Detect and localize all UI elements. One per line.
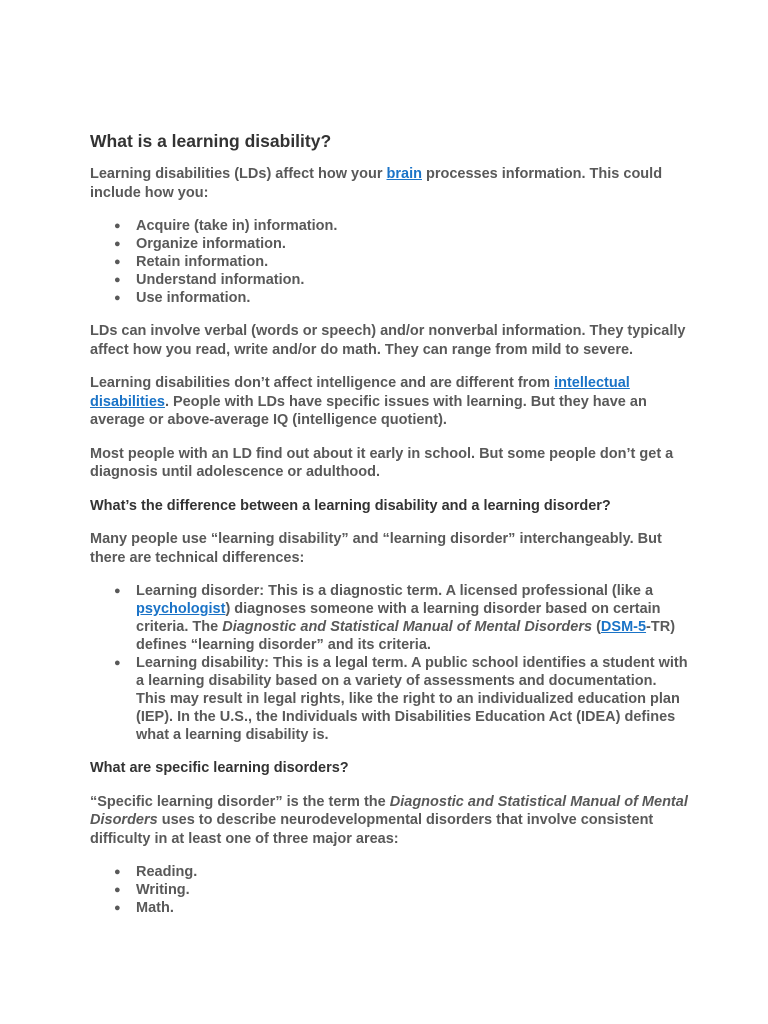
bullet-icon: ● [114,292,121,304]
interchange-paragraph: Many people use “learning disability” and “learning disorder” interchangeably. But there are technical differences: [90,531,662,566]
list-item-text: Retain information. [136,254,269,270]
bullet-icon: ● [114,866,121,878]
specific-disorders-heading: What are specific learning disorders? [90,760,349,776]
list-item [90,899,690,917]
list-item-text: Math. [136,900,174,916]
bullet-icon: ● [114,657,121,669]
intro-text-after: processes information. This could include how you: [90,166,663,201]
bullet-icon: ● [114,238,121,250]
bullet-icon: ● [114,884,121,896]
dsm5-link[interactable]: DSM-5 [600,619,647,635]
list-item-text: Organize information. [136,236,286,252]
intelligence-text-after: . People with LDs have specific issues with learning. But they have an average or above-average IQ (intelligence quotient). [90,393,647,428]
list-item [90,863,690,881]
intellectual-disabilities-link[interactable]: intellectual disabilities [90,375,630,410]
areas-list [90,863,690,917]
list-item [90,217,690,235]
list-item-text: Understand information. [136,272,305,288]
intelligence-paragraph [90,374,690,430]
bullet-icon: ● [114,274,121,286]
page-title: What is a learning disability? [90,131,332,151]
list-item-text: Use information. [136,290,251,306]
list-item-text: Acquire (take in) information. [136,218,338,234]
specific-text-before: “Specific learning disorder” is the term the [90,793,390,810]
intelligence-text-before: Learning disabilities don’t affect intelligence and are different from [90,375,555,391]
disability-text: Learning disability: This is a legal term. A public school identifies a student with a learning disability based on a variety of assessments and documentation. This may result in legal rights, like the right to an individualized education plan (IEP). In the U.S., the Individuals with Disabilities Education Act (IDEA) defines what a learning disability is. [136,655,688,743]
bullet-icon: ● [114,256,121,268]
bullet-icon: ● [114,902,121,914]
specific-text-after: uses to describe neurodevelopmental disorders that involve consistent difficulty in at least one of three major areas: [90,812,654,847]
list-item [90,289,690,307]
list-item [90,253,690,271]
document-page [90,131,690,932]
list-item-text: Writing. [136,882,190,898]
list-item [90,881,690,899]
bullet-icon: ● [114,585,121,597]
disorder-text-2: ) diagnoses someone with a learning disorder based on certain criteria. The [136,601,661,635]
disorder-text-3: ( [592,619,601,635]
dsm-title-italic: Diagnostic and Statistical Manual of Mental Disorders [90,793,688,828]
information-list [90,217,690,307]
verbal-paragraph: LDs can involve verbal (words or speech) and/or nonverbal information. They typically affect how you read, write and/or do math. They can range from mild to severe. [90,323,686,358]
differences-list [90,582,690,744]
list-item [90,235,690,253]
list-item-learning-disability [90,654,690,744]
list-item-learning-disorder [90,582,690,654]
disorder-text-4: -TR) defines “learning disorder” and its criteria. [136,619,676,653]
diagnosis-paragraph: Most people with an LD find out about it early in school. But some people don’t get a diagnosis until adolescence or adulthood. [90,445,674,480]
brain-link[interactable]: brain [386,166,422,182]
list-item-text: Reading. [136,864,198,880]
intro-text-before: Learning disabilities (LDs) affect how your [90,166,387,182]
disorder-text-1: Learning disorder: This is a diagnostic term. A licensed professional (like a [136,583,654,599]
difference-heading: What’s the difference between a learning disability and a learning disorder? [90,497,611,514]
dsm-title-italic: Diagnostic and Statistical Manual of Mental Disorders [222,619,593,635]
bullet-icon: ● [114,220,121,232]
psychologist-link[interactable]: psychologist [136,601,226,617]
intro-paragraph [90,165,690,202]
list-item [90,271,690,289]
specific-paragraph [90,793,690,849]
